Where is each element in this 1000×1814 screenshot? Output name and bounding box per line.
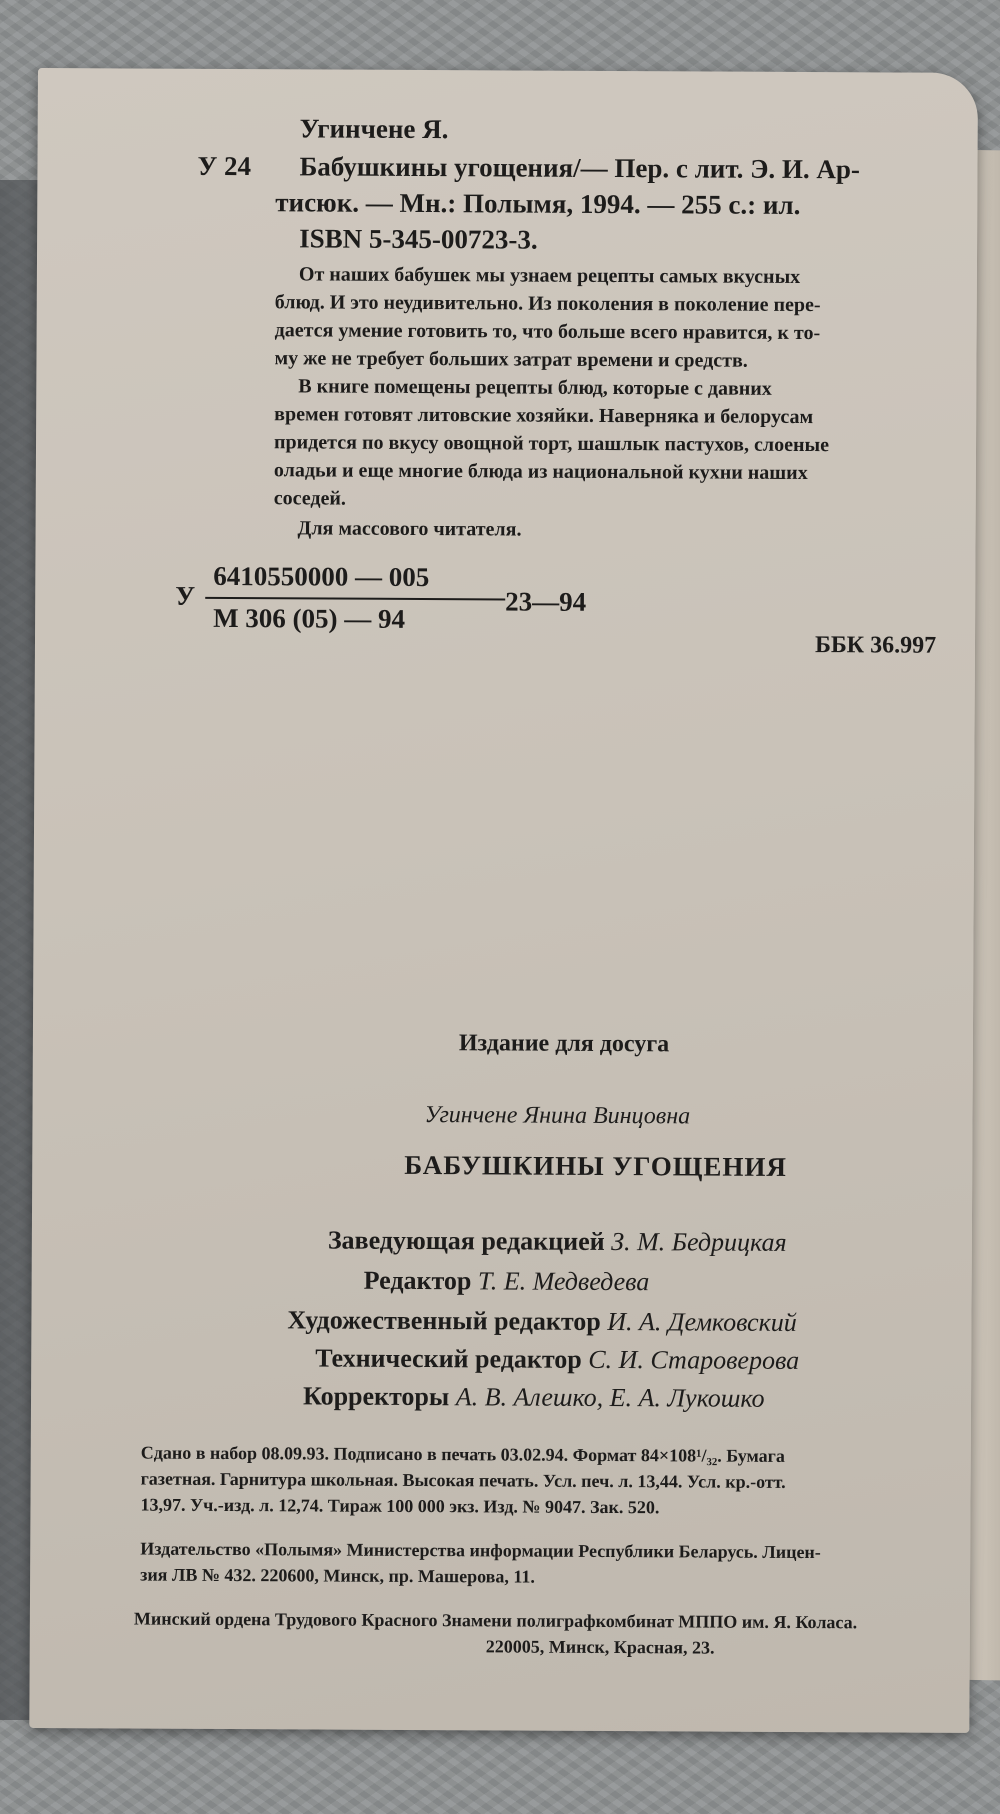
publisher-info: зия ЛВ № 432. 220600, Минск, пр. Машерова, 11. bbox=[140, 1564, 535, 1587]
publisher-line: тисюк. — Мн.: Полымя, 1994. — 255 с.: ил. bbox=[275, 187, 801, 220]
credit-name: С. И. Староверова bbox=[588, 1344, 800, 1376]
credit-name: А. В. Алешко, Е. А. Лукошко bbox=[455, 1382, 765, 1413]
isbn: ISBN 5-345-00723-3. bbox=[299, 223, 538, 255]
full-author: Угинчене Янина Винцовна bbox=[424, 1102, 691, 1130]
credit-role: Редактор bbox=[363, 1265, 472, 1296]
annotation-line: му же не требует больших затрат времени и средств. bbox=[274, 347, 748, 372]
credit-role: Корректоры bbox=[302, 1381, 450, 1412]
annotation-line: соседей. bbox=[273, 487, 346, 510]
title-line: Бабушкины угощения/— Пер. с лит. Э. И. Ар- bbox=[299, 151, 861, 185]
annotation-line: оладьи и еще многие блюда из национальной кухни наших bbox=[273, 459, 808, 485]
annotation-line: От наших бабушек мы узнаем рецепты самых вкусных bbox=[298, 263, 801, 288]
formula-letter: У bbox=[175, 580, 196, 611]
credit-role: Художественный редактор bbox=[287, 1305, 601, 1336]
book-title: БАБУШКИНЫ УГОЩЕНИЯ bbox=[404, 1149, 788, 1182]
author-short: Угинчене Я. bbox=[299, 113, 449, 145]
annotation-line: В книге помещены рецепты блюд, которые с давних bbox=[298, 375, 772, 400]
credit-name: З. М. Бедрицкая bbox=[611, 1227, 787, 1257]
publisher-info: Издательство «Полымя» Министерства информации Республики Беларусь. Лицен- bbox=[140, 1538, 821, 1563]
credit-row bbox=[315, 1343, 799, 1376]
imprint-line: Сдано в набор 08.09.93. Подписано в печать 03.02.94. Формат 84×108¹/₃₂. Бумага bbox=[140, 1442, 785, 1466]
printer-info: Минский ордена Трудового Красного Знамени полиграфкомбинат МППО им. Я. Коласа. bbox=[133, 1608, 858, 1633]
audience-note: Для массового читателя. bbox=[297, 517, 522, 541]
credit-name: Т. Е. Медведева bbox=[477, 1266, 650, 1297]
catalog-index: У 24 bbox=[197, 150, 252, 182]
credit-name: И. А. Демковский bbox=[607, 1306, 797, 1337]
edition-note: Издание для досуга bbox=[458, 1030, 670, 1058]
bbk-code: ББК 36.997 bbox=[814, 632, 937, 659]
credit-role: Технический редактор bbox=[315, 1343, 582, 1374]
credit-role: Заведующая редакцией bbox=[327, 1225, 605, 1256]
annotation-line: блюд. И это неудивительно. Из поколения в поколение пере- bbox=[274, 291, 821, 317]
formula-rule bbox=[205, 597, 505, 601]
credit-row bbox=[328, 1226, 787, 1258]
imprint-line: газетная. Гарнитура школьная. Высокая печать. Усл. печ. л. 13,44. Усл. кр.-отт. bbox=[140, 1468, 786, 1492]
formula-numerator: 6410550000 — 005 bbox=[213, 560, 430, 593]
formula-suffix: 23—94 bbox=[505, 586, 587, 617]
formula-denominator: М 306 (05) — 94 bbox=[213, 602, 406, 634]
annotation-line: дается умение готовить то, что больше всего нравится, к то- bbox=[274, 319, 821, 345]
printer-info: 220005, Минск, Красная, 23. bbox=[485, 1636, 715, 1658]
imprint-line: 13,97. Уч.-изд. л. 12,74. Тираж 100 000 экз. Изд. № 9047. Зак. 520. bbox=[140, 1494, 660, 1518]
credit-row bbox=[303, 1381, 765, 1413]
credit-row bbox=[364, 1266, 650, 1297]
annotation-line: времен готовят литовские хозяйки. Наверняка и белорусам bbox=[274, 403, 814, 429]
credit-row bbox=[287, 1305, 797, 1338]
book-page bbox=[29, 68, 978, 1733]
annotation-line: придется по вкусу овощной торт, шашлык пастухов, слоеные bbox=[273, 431, 830, 457]
